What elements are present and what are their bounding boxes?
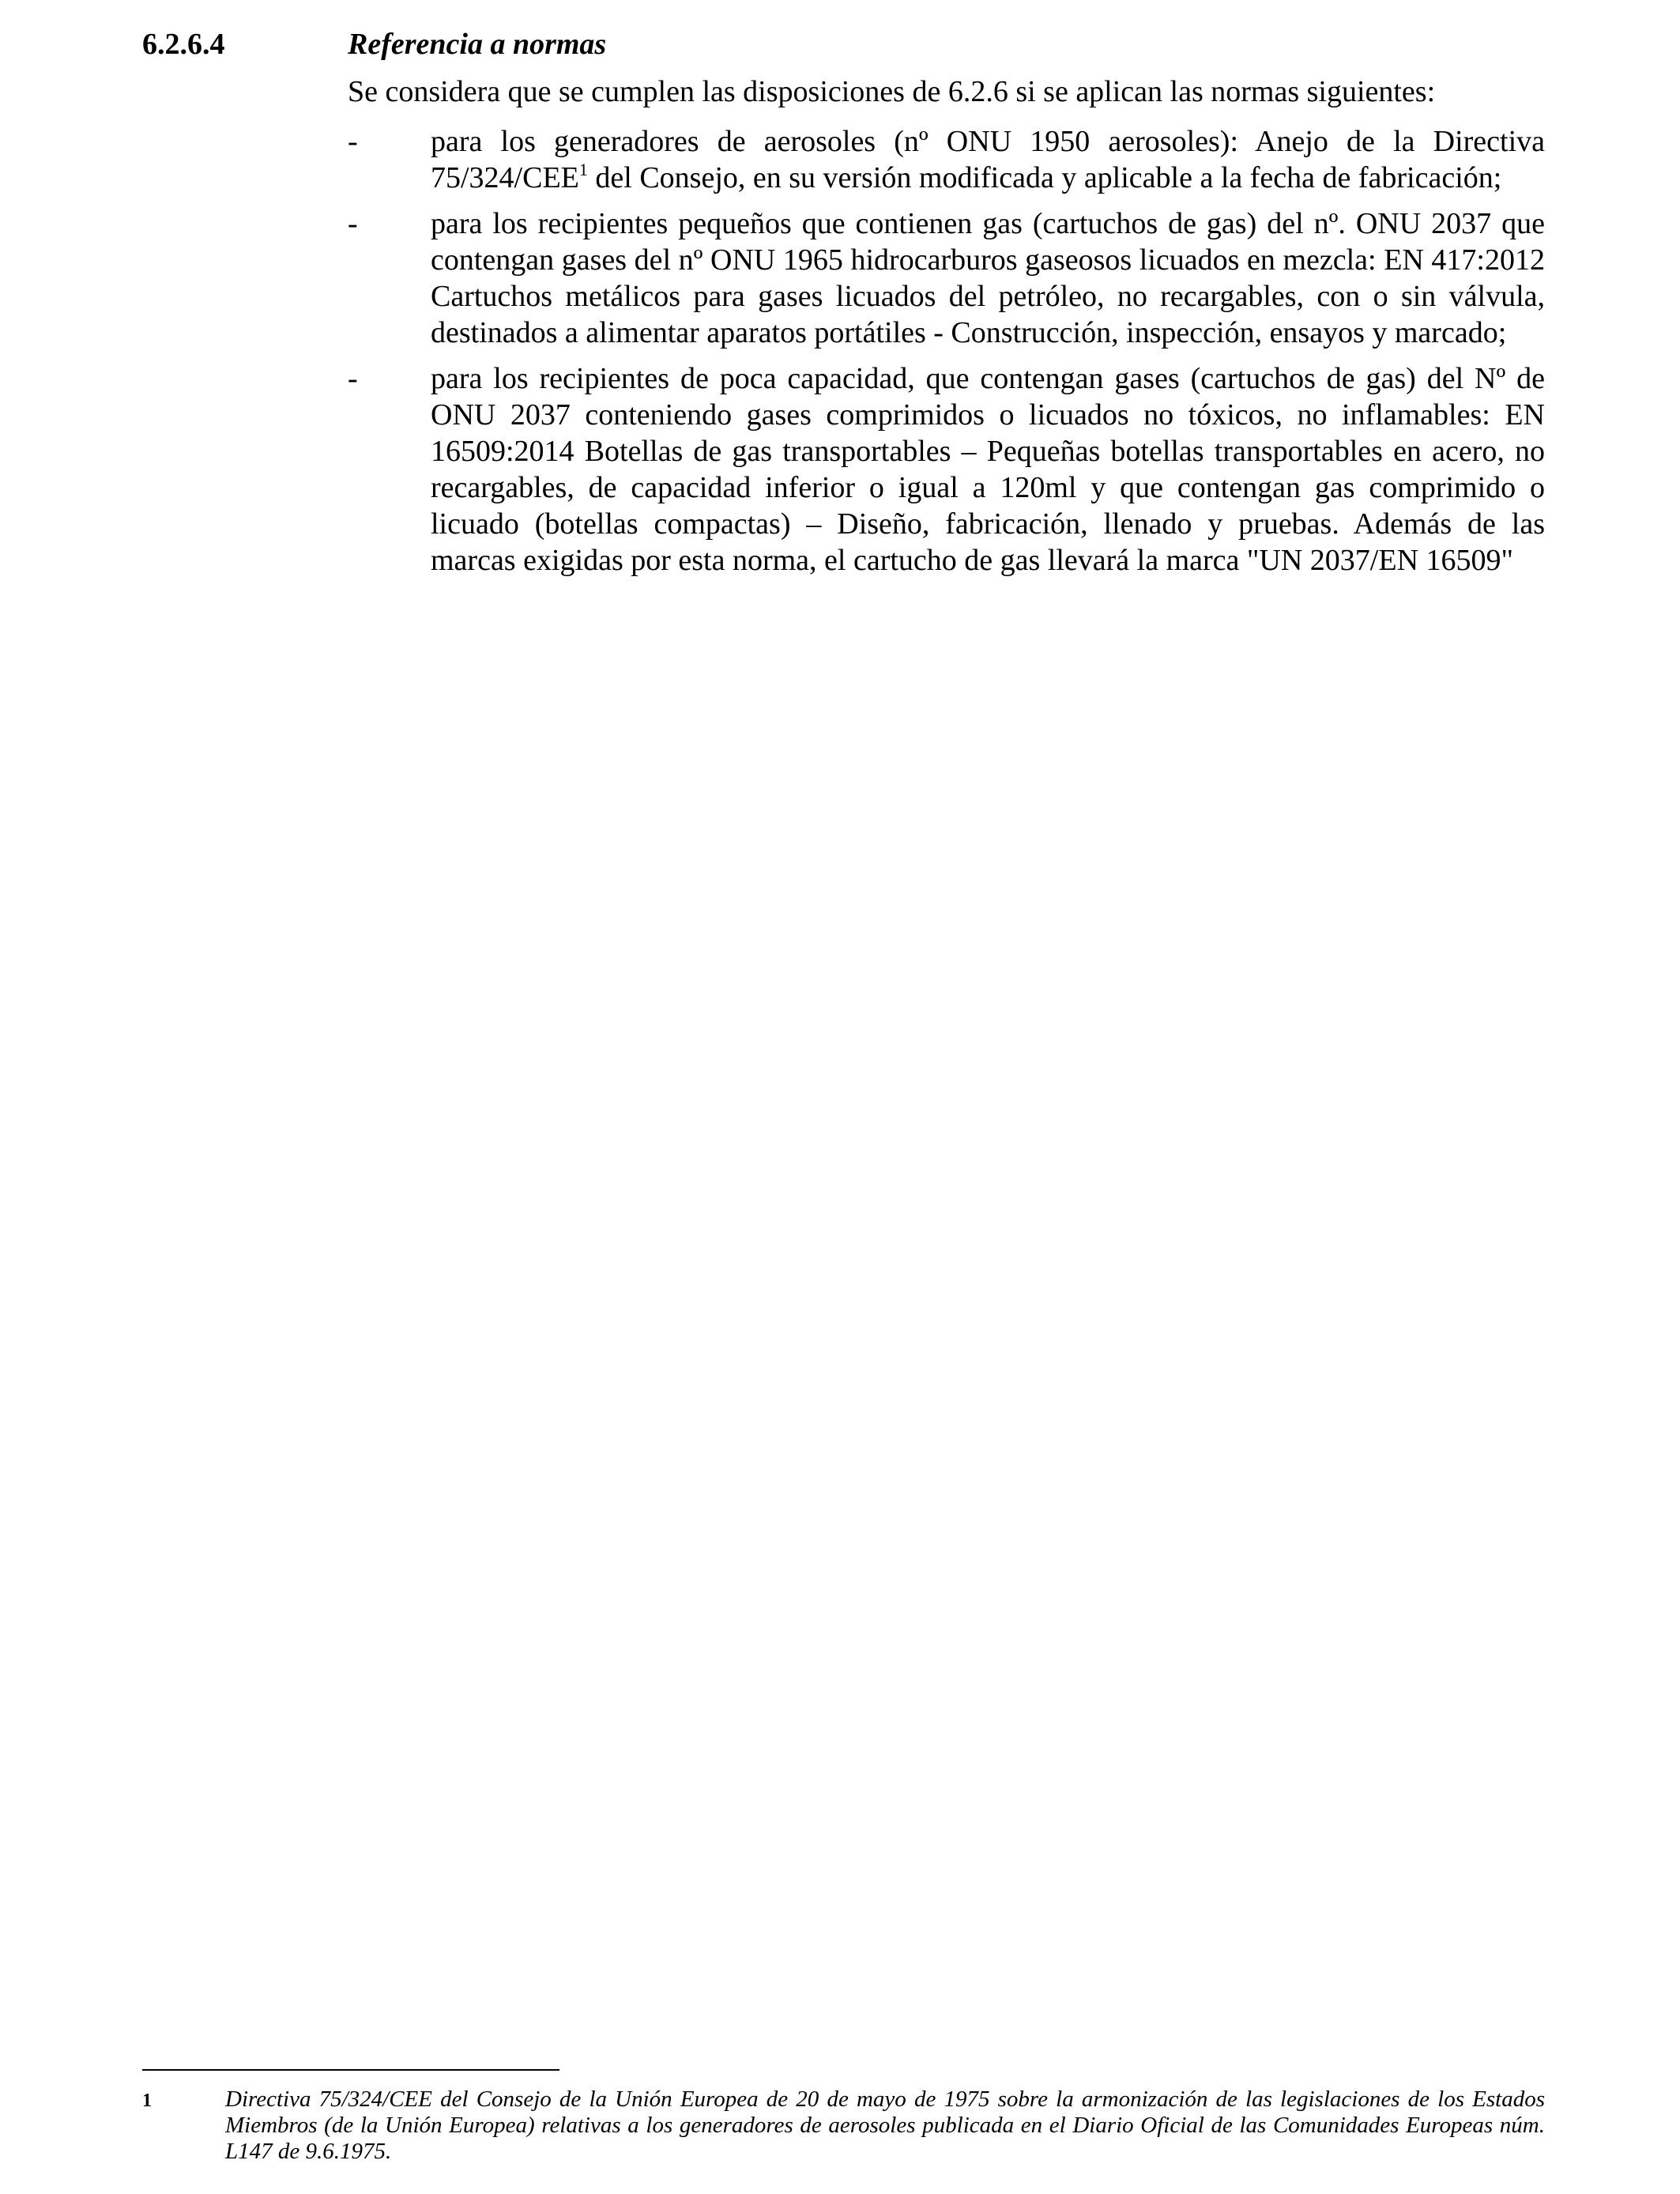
footnote-text: Directiva 75/324/CEE del Consejo de la Unión Europea de 20 de mayo de 1975 sobre la armonización de las legislaciones de los Estados Miembros (de la Unión Europea) relativas a los generadores de aerosoles publicada en el Diario Oficial de las Comunidades Europeas núm. L147 de 9.6.1975. [225,2087,1545,2164]
list-dash: - [348,125,358,158]
section-title: Referencia a normas [348,28,607,61]
footnote-separator [142,2069,559,2071]
list-item-text-part: para los generadores de aerosoles (nº ONU 1950 aerosoles): Anejo de la Directiva 75/324/CEE [431,125,1545,194]
list-item [348,360,1545,579]
standards-list [348,123,1545,588]
list-item-text: para los recipientes de poca capacidad, que contengan gases (cartuchos de gas) del Nº de ONU 2037 conteniendo gases comprimidos o licuados no tóxicos, no inflamables: EN 16509:2014 Botellas de gas transportables – Pequeñas botellas transportables en acero, no recargables, de capacidad inferior o igual a 120ml y que contengan gas comprimido o licuado (botellas compactas) – Diseño, fabricación, llenado y pruebas. Además de las marcas exigidas por esta norma, el cartucho de gas llevará la marca "UN 2037/EN 16509" [431,362,1545,577]
intro-paragraph: Se considera que se cumplen las disposiciones de 6.2.6 si se aplican las normas siguientes: [348,75,1436,108]
footnote [142,2087,1545,2165]
section-number: 6.2.6.4 [142,28,225,61]
list-item-text-part: del Consejo, en su versión modificada y aplicable a la fecha de fabricación; [587,161,1502,194]
list-item-text: para los recipientes pequeños que contienen gas (cartuchos de gas) del nº. ONU 2037 que contengan gases del nº ONU 1965 hidrocarburos gaseosos licuados en mezcla: EN 417:2012 Cartuchos metálicos para gases licuados del petróleo, no recargables, con o sin válvula, destinados a alimentar aparatos portátiles - Construcción, inspección, ensayos y marcado; [431,207,1545,349]
list-dash: - [348,362,358,395]
footnote-marker: 1 [142,2090,152,2111]
list-dash: - [348,207,358,240]
footnote-reference[interactable]: 1 [578,160,588,179]
list-item [348,123,1545,196]
list-item [348,205,1545,351]
list-item-text [431,123,1545,196]
